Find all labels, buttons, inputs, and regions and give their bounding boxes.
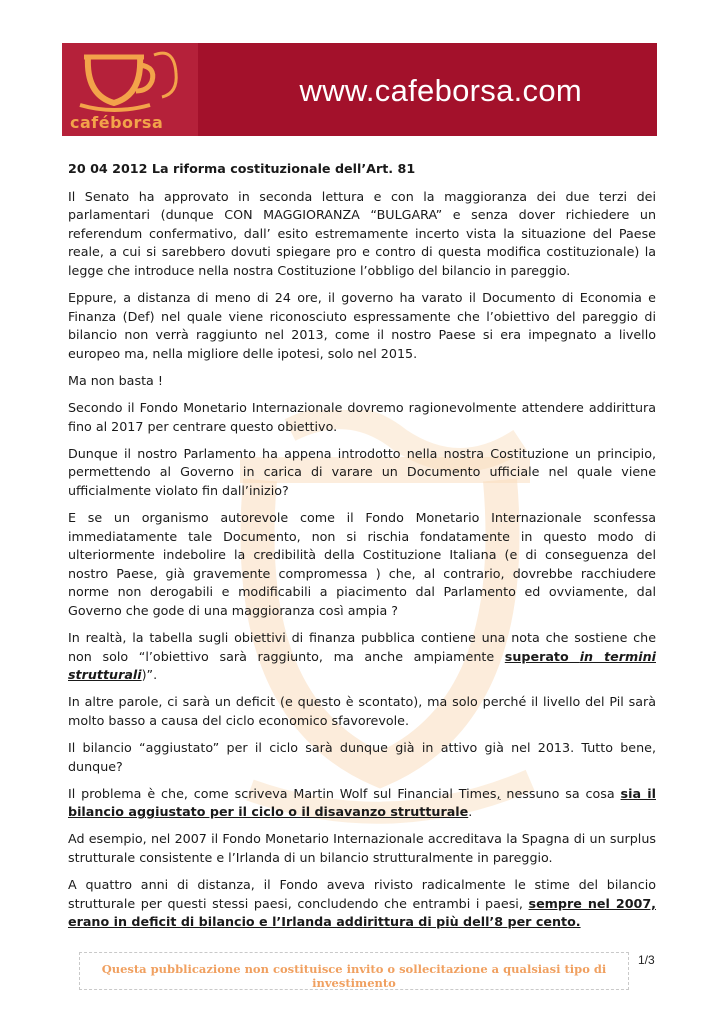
paragraph-4: Secondo il Fondo Monetario Internazionale dovremo ragionevolmente attendere addirittura fino al 2017 per centrare questo obiettivo. (68, 400, 656, 434)
paragraph-10-end: . (468, 804, 473, 820)
paragraph-7-text: In realtà, la tabella sugli obiettivi di finanza pubblica contiene una nota che sostiene che non solo “l’obiettivo sarà raggiunto, ma anche ampiamente (68, 630, 656, 664)
paragraph-10-mid: nessuno sa cosa (500, 785, 621, 801)
page-number: 1/3 (638, 953, 655, 967)
paragraph-10-text: Il problema è che, come scriveva Martin Wolf sul Financial Times (68, 785, 497, 801)
coffee-cup-icon (76, 47, 186, 113)
paragraph-1: Il Senato ha approvato in seconda lettura e con la maggioranza dei due terzi dei parlamentari (dunque CON MAGGIORANZA “BULGARA” e senza dover richiedere un referendum confermativo, dall’ esito estremamente incerto vista la situazione del Paese reale, a cui si sarebbero dovuti spiegare pro e contro di questa modifica costituzionale) la legge che introduce nella nostra Costituzione l’obbligo del bilancio in pareggio. (68, 188, 656, 278)
paragraph-10 (68, 785, 656, 822)
underlined-comma: , (496, 785, 501, 801)
paragraph-7-end: )”. (141, 667, 158, 683)
emphasis-strutturali: in termini strutturali (68, 648, 656, 683)
paragraph-6: E se un organismo autorevole come il Fondo Monetario Internazionale sconfessa immediatamente tale Documento, non si rischia fondatamente in questo modo di ulteriormente indebolire la credibilità della Costituzione Italiana (e di conseguenza del nostro Paese, già gravemente compromessa ) che, al contrario, dovrebbe racchiudere norme non derogabili e modificabili a piacimento dal Parlamento ed ovviamente, dal Governo che gode di una maggioranza così ampia ? (68, 510, 656, 618)
paragraph-11: Ad esempio, nel 2007 il Fondo Monetario Internazionale accreditava la Spagna di un surplus strutturale consistente e l’Irlanda di un bilancio strutturalmente in pareggio. (68, 831, 656, 865)
paragraph-12-text: A quattro anni di distanza, il Fondo aveva rivisto radicalmente le stime del bilancio strutturale per questi stessi paesi, concludendo che entrambi i paesi, (68, 877, 656, 911)
paragraph-3: Ma non basta ! (68, 372, 163, 388)
page-header (62, 43, 657, 136)
paragraph-9: Il bilancio “aggiustato” per il ciclo sarà dunque già in attivo già nel 2013. Tutto bene, dunque? (68, 740, 656, 774)
paragraph-2: Eppure, a distanza di meno di 24 ore, il governo ha varato il Documento di Economia e Finanza (Def) nel quale viene riconosciuto espressamente che l’obiettivo del pareggio di bilancio non verrà raggiunto nel 2013, come il nostro Paese si era impegnato a livello europeo ma, nella migliore delle ipotesi, solo nel 2015. (68, 290, 656, 361)
emphasis-deficit-2007: sempre nel 2007, erano in deficit di bilancio e l’Irlanda addirittura di più dell’8 per cento. (68, 895, 656, 930)
site-url[interactable]: www.cafeborsa.com (299, 73, 582, 108)
footer-disclaimer-box (79, 952, 629, 990)
paragraph-12 (68, 876, 656, 932)
paragraph-5: Dunque il nostro Parlamento ha appena introdotto nella nostra Costituzione un principio, permettendo al Governo in carica di varare un Documento ufficiale nel quale viene ufficialmente violato fin dall’inizio? (68, 445, 656, 498)
article-title: 20 04 2012 La riforma costituzionale dell’Art. 81 (68, 161, 416, 176)
emphasis-bilancio-aggiustato: sia il bilancio aggiustato per il ciclo o il disavanzo strutturale (68, 785, 656, 820)
paragraph-8: In altre parole, ci sarà un deficit (e questo è scontato), ma solo perché il livello del Pil sarà molto basso a causa del ciclo economico sfavorevole. (68, 694, 656, 728)
article-body (68, 160, 656, 940)
paragraph-7 (68, 629, 656, 685)
footer-disclaimer: Questa pubblicazione non costituisce invito o sollecitazione a qualsiasi tipo di investimento (101, 962, 607, 990)
logo-text: caféborsa (70, 113, 164, 132)
cafeborsa-logo (62, 43, 198, 136)
emphasis-superato: superato (504, 648, 580, 664)
